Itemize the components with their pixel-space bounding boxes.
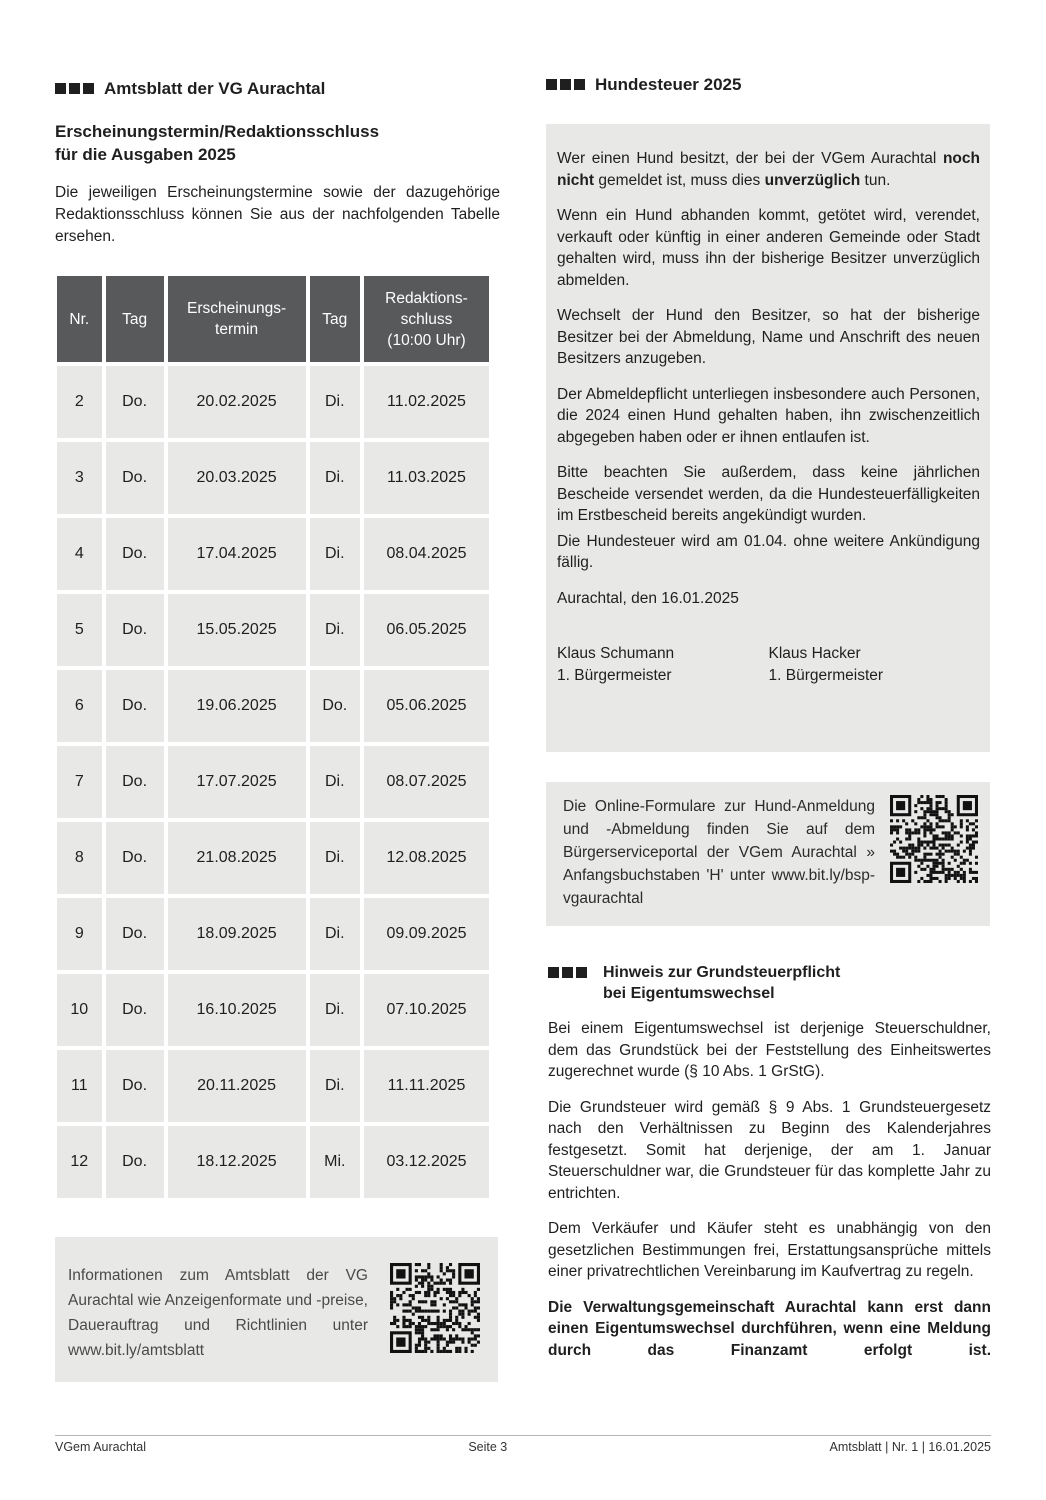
qr-code-icon[interactable] xyxy=(390,1263,480,1353)
cell-redaktionsschluss: 11.02.2025 xyxy=(364,366,489,438)
cell-tag: Do. xyxy=(106,1126,164,1198)
cell-redaktionsschluss: 08.07.2025 xyxy=(364,746,489,818)
cell-erscheinungstermin: 15.05.2025 xyxy=(168,594,306,666)
signature-2-title: 1. Bürgermeister xyxy=(768,666,884,684)
qr-code-icon[interactable] xyxy=(890,795,978,883)
cell-redaktionsschluss: 08.04.2025 xyxy=(364,518,489,590)
grundsteuer-heading-line2: bei Eigentumswechsel xyxy=(603,985,775,1002)
cell-tag: Do. xyxy=(106,1050,164,1122)
cell-nr: 12 xyxy=(57,1126,102,1198)
table-row xyxy=(57,366,489,438)
online-forms-box xyxy=(546,782,990,926)
cell-tag-2: Di. xyxy=(310,1050,360,1122)
cell-redaktionsschluss: 06.05.2025 xyxy=(364,594,489,666)
header-nr: Nr. xyxy=(57,276,102,362)
cell-tag: Do. xyxy=(106,594,164,666)
amtsblatt-subheading xyxy=(55,120,500,166)
cell-tag-2: Do. xyxy=(310,670,360,742)
header-tag: Tag xyxy=(106,276,164,362)
table-row xyxy=(57,670,489,742)
cell-tag-2: Di. xyxy=(310,366,360,438)
amtsblatt-section xyxy=(55,78,500,248)
cell-redaktionsschluss: 05.06.2025 xyxy=(364,670,489,742)
online-forms-text: Die Online-Formulare zur Hund-Anmeldung und -Abmeldung finden Sie auf dem Bürgerserviceportal der VGem Aurachtal » Anfangsbuchstaben 'H' unter www.bit.ly/bsp-vgaurachtal xyxy=(563,798,875,907)
header-redaktion-line2: schluss xyxy=(400,310,453,328)
hundesteuer-p2: Wenn ein Hund abhanden kommt, getötet wird, verendet, verkauft oder künftig in einer anderen Gemeinde oder Stadt gehalten wird, muss ihn der bisherige Besitzer unverzüglich abmelden. xyxy=(557,207,980,289)
grundsteuer-p4: Die Verwaltungsgemeinschaft Aurachtal kann erst dann einen Eigentumswechsel durchführen, wenn eine Meldung durch das Finanzamt erfolgt ist. xyxy=(548,1298,991,1359)
hundesteuer-p1: Wer einen Hund besitzt, der bei der VGem Aurachtal noch nicht gemeldet ist, muss dies unverzüglich tun. xyxy=(557,150,980,189)
cell-tag-2: Di. xyxy=(310,442,360,514)
table-row xyxy=(57,442,489,514)
header-redaktion-line1: Redaktions- xyxy=(385,289,468,307)
footer-right: Amtsblatt | Nr. 1 | 16.01.2025 xyxy=(829,1440,991,1454)
cell-tag-2: Di. xyxy=(310,518,360,590)
cell-tag-2: Di. xyxy=(310,898,360,970)
cell-redaktionsschluss: 12.08.2025 xyxy=(364,822,489,894)
hundesteuer-heading xyxy=(546,74,991,96)
cell-nr: 9 xyxy=(57,898,102,970)
cell-tag: Do. xyxy=(106,442,164,514)
cell-tag: Do. xyxy=(106,974,164,1046)
amtsblatt-info-text: Informationen zum Amtsblatt der VG Aurachtal wie Anzeigenformate und -preise, Dauerauftrag und Richtlinien unter www.bit.ly/amtsblatt xyxy=(68,1267,368,1359)
signature-1 xyxy=(557,643,769,686)
hundesteuer-heading-text: Hundesteuer 2025 xyxy=(595,75,742,94)
header-tag-2: Tag xyxy=(310,276,360,362)
schedule-header-row xyxy=(57,276,489,362)
cell-erscheinungstermin: 21.08.2025 xyxy=(168,822,306,894)
table-row xyxy=(57,1050,489,1122)
amtsblatt-intro: Die jeweiligen Erscheinungstermine sowie der dazugehörige Redaktionsschluss können Sie aus der nachfolgenden Tabelle ersehen. xyxy=(55,184,500,245)
header-erscheinung-line1: Erscheinungs- xyxy=(187,300,287,317)
table-row xyxy=(57,746,489,818)
cell-tag: Do. xyxy=(106,670,164,742)
cell-erscheinungstermin: 18.09.2025 xyxy=(168,898,306,970)
cell-erscheinungstermin: 19.06.2025 xyxy=(168,670,306,742)
table-row xyxy=(57,1126,489,1198)
subheading-line-1: Erscheinungstermin/Redaktionsschluss xyxy=(55,122,380,141)
cell-redaktionsschluss: 11.11.2025 xyxy=(364,1050,489,1122)
schedule-table xyxy=(53,272,493,1202)
signature-2 xyxy=(769,643,981,686)
cell-nr: 8 xyxy=(57,822,102,894)
cell-tag: Do. xyxy=(106,518,164,590)
header-erscheinung-line2: termin xyxy=(215,321,259,338)
heading-squares-icon xyxy=(548,962,587,978)
cell-tag: Do. xyxy=(106,746,164,818)
header-redaktion-line3: (10:00 Uhr) xyxy=(387,331,466,349)
signature-1-title: 1. Bürgermeister xyxy=(557,666,672,684)
header-redaktionsschluss xyxy=(364,276,489,362)
cell-nr: 10 xyxy=(57,974,102,1046)
heading-squares-icon xyxy=(55,78,94,94)
cell-redaktionsschluss: 07.10.2025 xyxy=(364,974,489,1046)
cell-nr: 4 xyxy=(57,518,102,590)
table-row xyxy=(57,974,489,1046)
cell-erscheinungstermin: 16.10.2025 xyxy=(168,974,306,1046)
cell-nr: 6 xyxy=(57,670,102,742)
cell-tag-2: Mi. xyxy=(310,1126,360,1198)
table-row xyxy=(57,898,489,970)
cell-tag-2: Di. xyxy=(310,974,360,1046)
cell-redaktionsschluss: 09.09.2025 xyxy=(364,898,489,970)
cell-erscheinungstermin: 20.03.2025 xyxy=(168,442,306,514)
amtsblatt-heading xyxy=(55,78,500,100)
amtsblatt-info-box xyxy=(55,1237,498,1382)
amtsblatt-heading-text: Amtsblatt der VG Aurachtal xyxy=(104,79,326,98)
footer-left: VGem Aurachtal xyxy=(55,1440,147,1454)
cell-erscheinungstermin: 17.07.2025 xyxy=(168,746,306,818)
table-row xyxy=(57,822,489,894)
signature-2-name: Klaus Hacker xyxy=(768,645,861,662)
table-row xyxy=(57,594,489,666)
signatures xyxy=(557,643,980,686)
hundesteuer-p6: Die Hundesteuer wird am 01.04. ohne weitere Ankündigung fällig. xyxy=(557,532,980,571)
cell-erscheinungstermin: 20.02.2025 xyxy=(168,366,306,438)
grundsteuer-heading xyxy=(548,962,991,1004)
cell-nr: 2 xyxy=(57,366,102,438)
grundsteuer-body xyxy=(548,1018,991,1361)
cell-nr: 11 xyxy=(57,1050,102,1122)
subheading-line-2: für die Ausgaben 2025 xyxy=(55,145,236,164)
cell-erscheinungstermin: 18.12.2025 xyxy=(168,1126,306,1198)
hundesteuer-p5: Bitte beachten Sie außerdem, dass keine jährlichen Bescheide versendet werden, da die Hundesteuerfälligkeiten im Erstbescheid bereits angekündigt wurden. xyxy=(557,464,980,524)
cell-tag: Do. xyxy=(106,822,164,894)
table-row xyxy=(57,518,489,590)
cell-tag-2: Di. xyxy=(310,822,360,894)
cell-tag-2: Di. xyxy=(310,594,360,666)
grundsteuer-heading-line1: Hinweis zur Grundsteuerpflicht xyxy=(603,964,841,981)
grundsteuer-p3: Dem Verkäufer und Käufer steht es unabhängig von den gesetzlichen Bestimmungen frei, Erstattungsansprüche mittels einer privatrechtlichen Vereinbarung im Kaufvertrag zu regeln. xyxy=(548,1220,991,1280)
cell-redaktionsschluss: 11.03.2025 xyxy=(364,442,489,514)
hundesteuer-box xyxy=(546,124,990,752)
page-footer xyxy=(55,1435,991,1454)
cell-tag: Do. xyxy=(106,366,164,438)
cell-nr: 7 xyxy=(57,746,102,818)
hundesteuer-p3: Wechselt der Hund den Besitzer, so hat der bisherige Besitzer bei der Abmeldung, Name und Anschrift des neuen Besitzers anzugeben. xyxy=(557,307,980,367)
cell-tag: Do. xyxy=(106,898,164,970)
grundsteuer-p1: Bei einem Eigentumswechsel ist derjenige Steuerschuldner, dem das Grundstück bei der Feststellung des Einheitswertes zugerechnet wurde (§ 10 Abs. 1 GrStG). xyxy=(548,1020,991,1080)
cell-nr: 3 xyxy=(57,442,102,514)
hundesteuer-p4: Der Abmeldepflicht unterliegen insbesondere auch Personen, die 2024 einen Hund gehalten haben, ihn zwischenzeitlich abgegeben haben oder er ihnen entlaufen ist. xyxy=(557,385,980,446)
cell-redaktionsschluss: 03.12.2025 xyxy=(364,1126,489,1198)
footer-page-number: Seite 3 xyxy=(468,1440,508,1454)
cell-erscheinungstermin: 20.11.2025 xyxy=(168,1050,306,1122)
heading-squares-icon xyxy=(546,74,585,90)
cell-tag-2: Di. xyxy=(310,746,360,818)
cell-nr: 5 xyxy=(57,594,102,666)
grundsteuer-section xyxy=(548,962,991,1375)
hundesteuer-place-date: Aurachtal, den 16.01.2025 xyxy=(557,589,739,607)
cell-erscheinungstermin: 17.04.2025 xyxy=(168,518,306,590)
header-erscheinungstermin xyxy=(168,276,306,362)
grundsteuer-p2: Die Grundsteuer wird gemäß § 9 Abs. 1 Grundsteuergesetz nach den Verhältnissen zu Beginn des Kalenderjahres festgesetzt. Somit hat derjenige, der am 1. Januar Steuerschuldner war, die Grundsteuer für das komplette Jahr zu entrichten. xyxy=(548,1098,991,1202)
signature-1-name: Klaus Schumann xyxy=(557,645,675,662)
